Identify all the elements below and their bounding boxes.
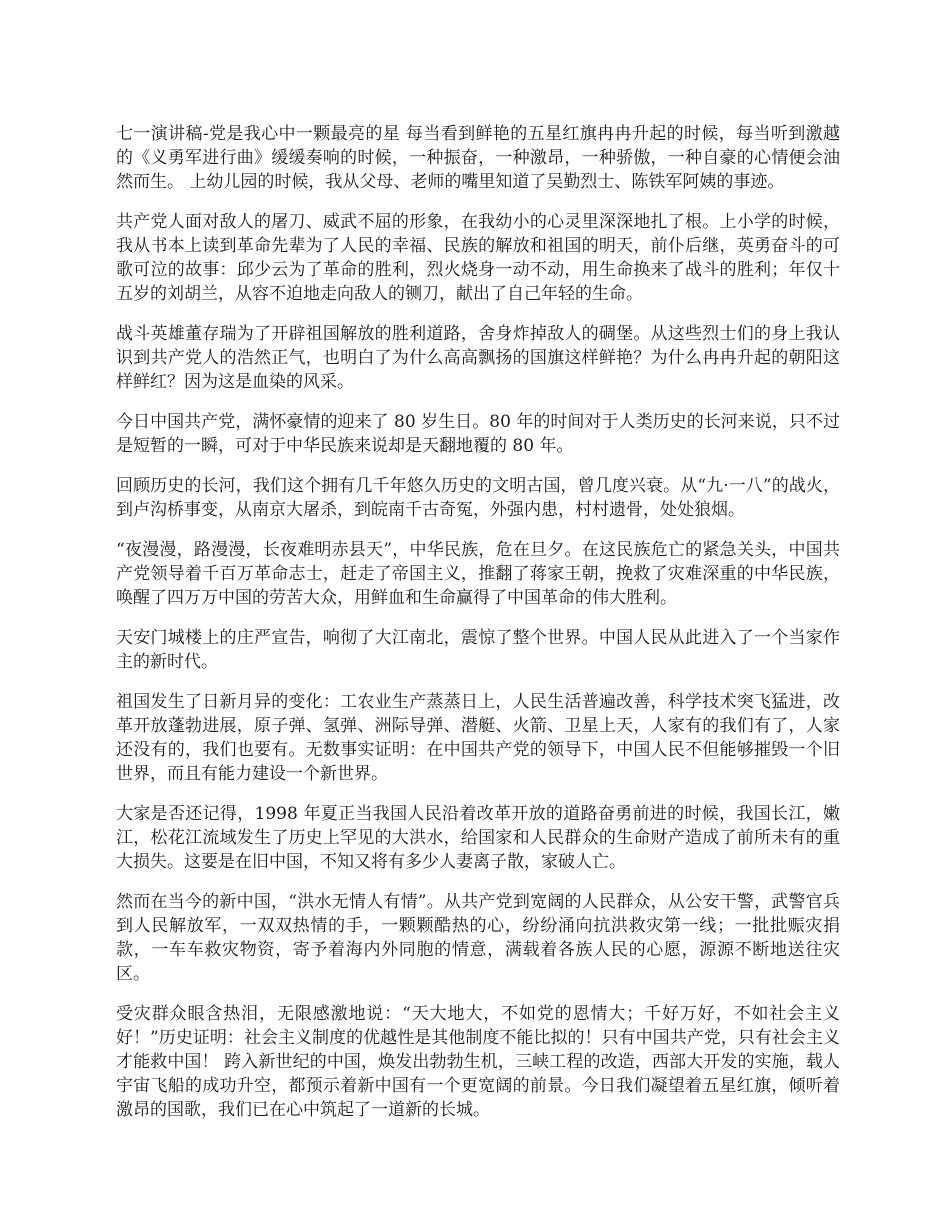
paragraph-3: 战斗英雄董存瑞为了开辟祖国解放的胜利道路，舍身炸掉敌人的碉堡。从这些烈士们的身上我认识到共产党人的浩然正气，也明白了为什么高高飘扬的国旗这样鲜艳？为什么冉冉升起的朝阳这样鲜红？因为这是血染的风采。 [116, 324, 840, 392]
paragraph-6: “夜漫漫，路漫漫，长夜难明赤县天”，中华民族，危在旦夕。在这民族危亡的紧急关头，中国共产党领导着千百万革命志士，赶走了帝国主义，推翻了蒋家王朝，挽救了灾难深重的中华民族，唤醒了四万万中国的劳苦大众，用鲜血和生命赢得了中国革命的伟大胜利。 [116, 540, 840, 608]
paragraph-11: 受灾群众眼含热泪，无限感激地说：“天大地大，不如党的恩情大；千好万好，不如社会主义好！”历史证明：社会主义制度的优越性是其他制度不能比拟的！只有中国共产党，只有社会主义才能救中国！ 跨入新世纪的中国，焕发出勃勃生机，三峡工程的改造，西部大开发的实施，载人宇宙飞船的成功升空，都预示着新中国有一个更宽阔的前景。今日我们凝望着五星红旗，倾听着激昂的国歌，我们已在心中筑起了一道新的长城。 [116, 1004, 840, 1120]
document-body [116, 122, 840, 1138]
paragraph-9: 大家是否还记得，1998 年夏正当我国人民沿着改革开放的道路奋勇前进的时候，我国长江，嫩江，松花江流域发生了历史上罕见的大洪水，给国家和人民群众的生命财产造成了前所未有的重大损失。这要是在旧中国，不知又将有多少人妻离子散，家破人亡。 [116, 804, 840, 872]
paragraph-8: 祖国发生了日新月异的变化：工农业生产蒸蒸日上，人民生活普遍改善，科学技术突飞猛进，改革开放蓬勃进展，原子弹、氢弹、洲际导弹、潜艇、火箭、卫星上天，人家有的我们有了，人家还没有的，我们也要有。无数事实证明：在中国共产党的领导下，中国人民不但能够摧毁一个旧世界，而且有能力建设一个新世界。 [116, 692, 840, 784]
paragraph-5: 回顾历史的长河，我们这个拥有几千年悠久历史的文明古国，曾几度兴衰。从“九·一八”的战火，到卢沟桥事变，从南京大屠杀，到皖南千古奇冤，外强内患，村村遗骨，处处狼烟。 [116, 476, 840, 520]
paragraph-4: 今日中国共产党，满怀豪情的迎来了 80 岁生日。80 年的时间对于人类历史的长河来说，只不过是短暂的一瞬，可对于中华民族来说却是天翻地覆的 80 年。 [116, 412, 840, 456]
paragraph-2: 共产党人面对敌人的屠刀、威武不屈的形象，在我幼小的心灵里深深地扎了根。上小学的时候，我从书本上读到革命先辈为了人民的幸福、民族的解放和祖国的明天，前仆后继，英勇奋斗的可歌可泣的故事：邱少云为了革命的胜利，烈火烧身一动不动，用生命换来了战斗的胜利；年仅十五岁的刘胡兰，从容不迫地走向敌人的铡刀，献出了自己年轻的生命。 [116, 212, 840, 304]
paragraph-1: 七一演讲稿-党是我心中一颗最亮的星 每当看到鲜艳的五星红旗冉冉升起的时候，每当听到激越的《义勇军进行曲》缓缓奏响的时候，一种振奋，一种激昂，一种骄傲，一种自豪的心情便会油然而生。 上幼儿园的时候，我从父母、老师的嘴里知道了吴勤烈士、陈铁军阿姨的事迹。 [116, 124, 840, 192]
paragraph-10: 然而在当今的新中国，“洪水无情人有情”。从共产党到宽阔的人民群众，从公安干警，武警官兵到人民解放军，一双双热情的手，一颗颗酷热的心，纷纷涌向抗洪救灾第一线；一批批赈灾捐款，一车车救灾物资，寄予着海内外同胞的情意，满载着各族人民的心愿，源源不断地送往灾区。 [116, 892, 840, 984]
paragraph-7: 天安门城楼上的庄严宣告，响彻了大江南北，震惊了整个世界。中国人民从此进入了一个当家作主的新时代。 [116, 628, 840, 672]
